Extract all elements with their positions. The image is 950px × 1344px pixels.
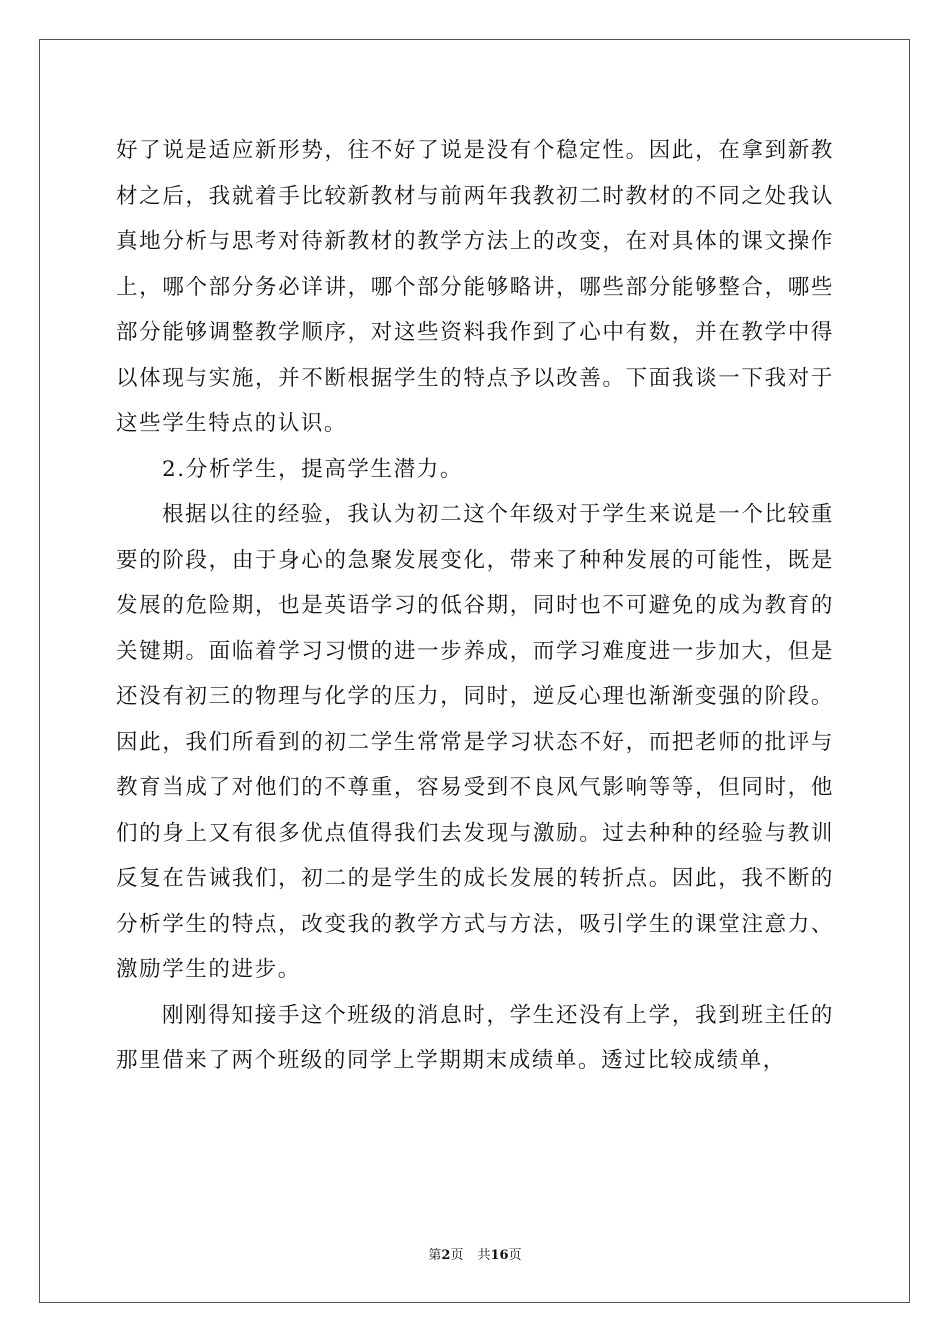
page-suffix: 页 [450,1248,464,1263]
paragraph-experience: 根据以往的经验，我认为初二这个年级对于学生来说是一个比较重要的阶段，由于身心的急聚发展变化，带来了种种发展的可能性，既是发展的危险期，也是英语学习的低谷期，同时也不可避免的成为教育的关键期。面临着学习习惯的进一步养成，而学习难度进一步加大，但是还没有初三的物理与化学的压力，同时，逆反心理也渐渐变强的阶段。因此，我们所看到的初二学生常常是学习状态不好，而把老师的批评与教育当成了对他们的不尊重，容易受到不良风气影响等等，但同时，他们的身上又有很多优点值得我们去发现与激励。过去种种的经验与教训反复在告诫我们，初二的是学生的成长发展的转折点。因此，我不断的分析学生的特点，改变我的教学方式与方法，吸引学生的课堂注意力、激励学生的进步。 [116,502,834,982]
paragraph-takeover: 刚刚得知接手这个班级的消息时，学生还没有上学，我到班主任的那里借来了两个班级的同学上学期期末成绩单。透过比较成绩单， [116,1002,834,1073]
total-pages: 16 [490,1248,509,1263]
total-prefix: 共 [477,1248,491,1263]
paragraph-continuation: 好了说是适应新形势，往不好了说是没有个稳定性。因此，在拿到新教材之后，我就着手比较新教材与前两年我教初二时教材的不同之处我认真地分析与思考对待新教材的教学方法上的改变，在对具体的课文操作上，哪个部分务必详讲，哪个部分能够略讲，哪些部分能够整合，哪些部分能够调整教学顺序，对这些资料我作到了心中有数，并在教学中得以体现与实施，并不断根据学生的特点予以改善。下面我谈一下我对于这些学生特点的认识。 [116,138,834,436]
total-suffix: 页 [508,1248,522,1263]
page-prefix: 第 [428,1248,442,1263]
document-body [116,128,834,1084]
section-heading: 2.分析学生，提高学生潜力。 [162,456,463,482]
page-footer [0,1244,950,1263]
page-number: 2 [441,1248,451,1263]
